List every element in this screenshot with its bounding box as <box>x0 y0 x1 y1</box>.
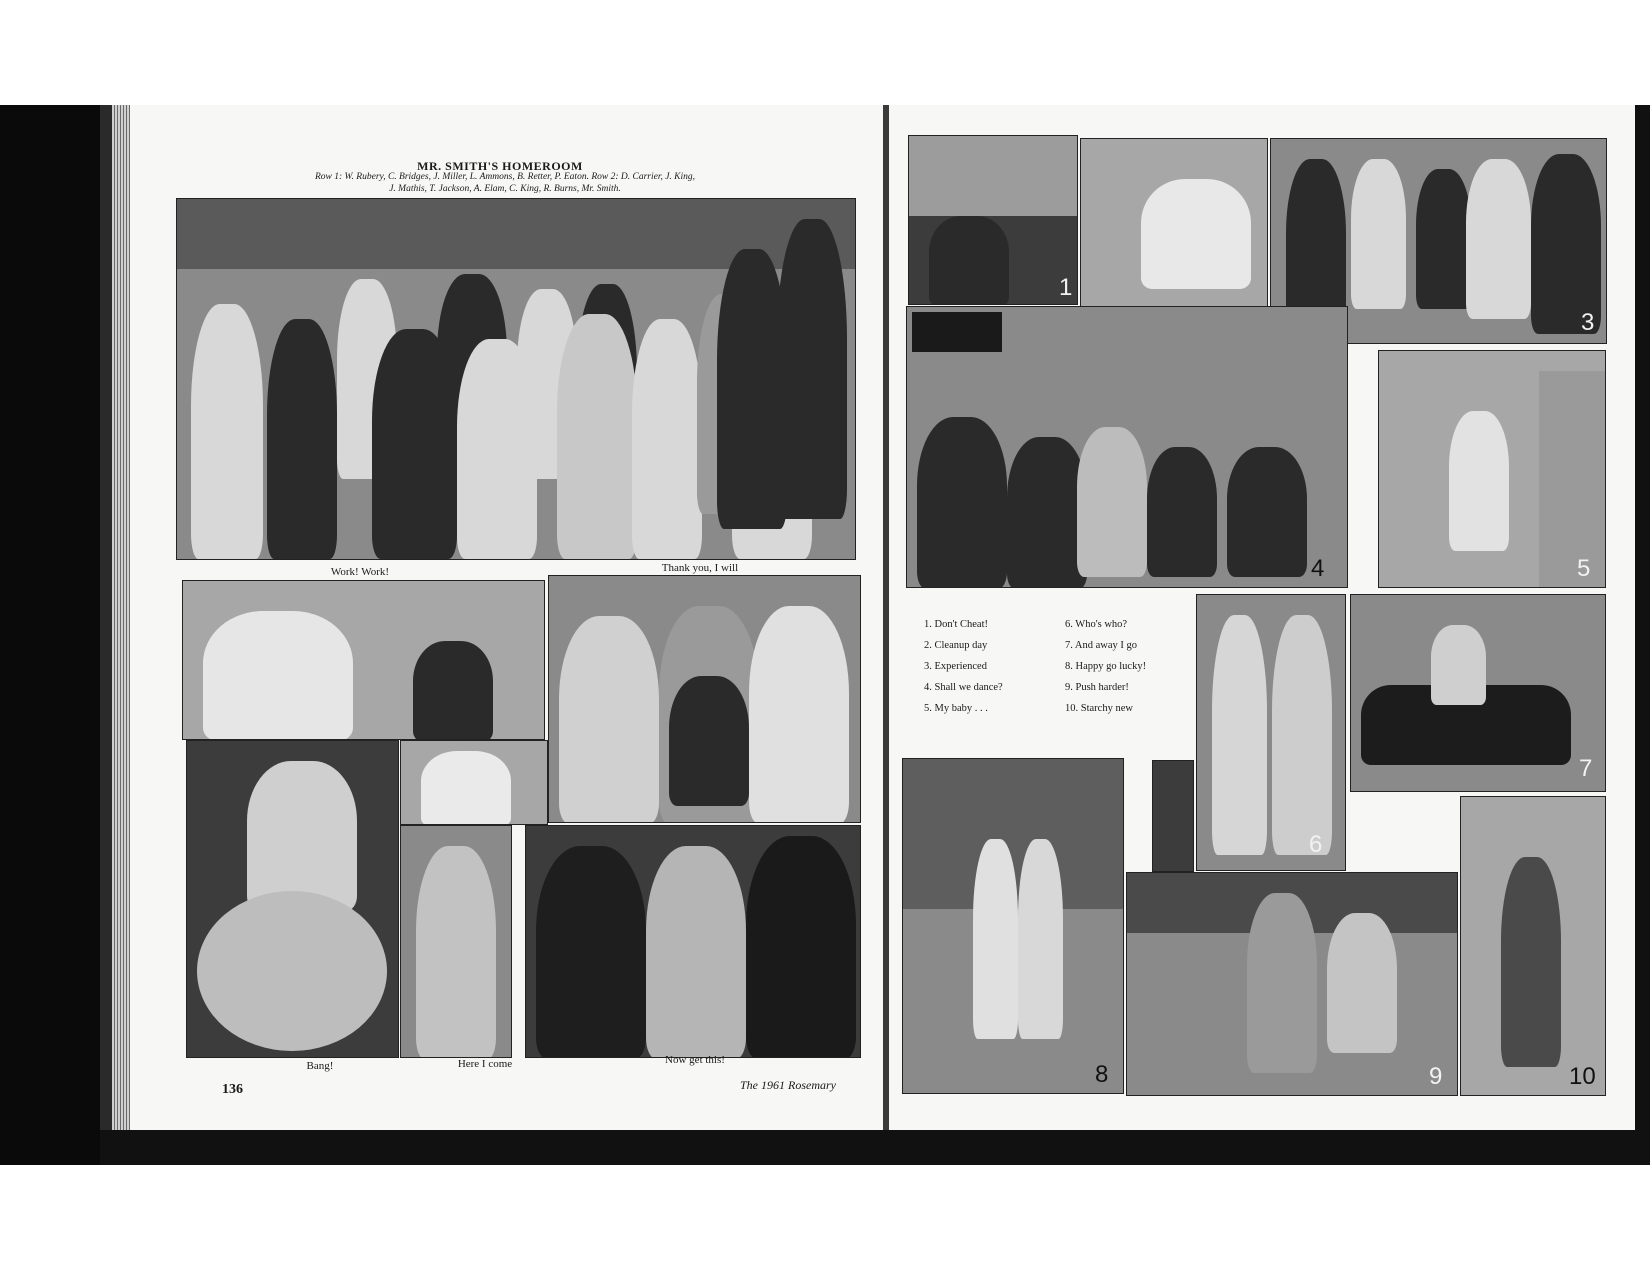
here-i-come-photo <box>400 825 512 1058</box>
roster-line-1: Row 1: W. Rubery, C. Bridges, J. Miller, L. Ammons, B. Retter, P. Eaton. Row 2: D. Carrier, J. King, <box>314 172 696 182</box>
work-work-photo <box>182 580 545 740</box>
caption-bang: Bang! <box>306 1060 334 1072</box>
legend-item-8: 8. Happy go lucky! <box>1065 661 1147 672</box>
photo-6-whos-who <box>1196 594 1346 871</box>
homeroom-group-photo <box>176 198 856 560</box>
photo-3-number: 3 <box>1581 309 1595 336</box>
photo-10-number: 10 <box>1569 1063 1596 1090</box>
legend-item-9: 9. Push harder! <box>1065 682 1129 693</box>
roster-line-2: J. Mathis, T. Jackson, A. Elam, C. King, R. Burns, Mr. Smith. <box>389 184 621 194</box>
photo-8-number: 8 <box>1095 1061 1109 1088</box>
photo-5-my-baby <box>1378 350 1606 588</box>
page-number: 136 <box>222 1082 243 1097</box>
book-binding <box>0 105 100 1165</box>
yearbook-footer: The 1961 Rosemary <box>740 1078 836 1092</box>
legend-item-7: 7. And away I go <box>1065 640 1138 651</box>
old-master-apron-photo <box>400 740 548 825</box>
page-gutter <box>883 105 889 1130</box>
photo-1-dont-cheat <box>908 135 1078 305</box>
homeroom-heading: MR. SMITH'S HOMEROOM <box>417 159 583 173</box>
caption-now-get-this: Now get this! <box>665 1054 725 1066</box>
page-edge <box>1635 105 1650 1165</box>
photo-9-number: 9 <box>1429 1063 1443 1090</box>
legend-item-3: 3. Experienced <box>924 661 987 672</box>
page-stack-edges <box>112 105 130 1130</box>
legend-item-1: 1. Don't Cheat! <box>924 619 989 630</box>
photo-8-happy-go-lucky <box>902 758 1124 1094</box>
photo-legend-left <box>924 614 1054 719</box>
scan-shadow <box>100 1130 1650 1165</box>
photo-5-number: 5 <box>1577 555 1591 582</box>
legend-item-10: 10. Starchy new <box>1065 703 1133 714</box>
thank-you-photo <box>548 575 861 823</box>
legend-item-4: 4. Shall we dance? <box>924 682 1003 693</box>
caption-here-i-come: Here I come <box>457 1058 513 1070</box>
caption-work-work: Work! Work! <box>330 566 390 578</box>
legend-item-2: 2. Cleanup day <box>924 640 988 651</box>
photo-legend-right <box>1065 614 1195 719</box>
photo-7-number: 7 <box>1579 755 1593 782</box>
photo-4-shall-we-dance <box>906 306 1348 588</box>
now-get-this-photo <box>525 825 861 1058</box>
photo-7-and-away-i-go <box>1350 594 1606 792</box>
caption-thank-you: Thank you, I will <box>661 562 739 574</box>
photo-9-push-harder <box>1126 872 1458 1096</box>
photo-4-number: 4 <box>1311 555 1325 582</box>
photo-10-starchy-new <box>1460 796 1606 1096</box>
legend-item-5: 5. My baby . . . <box>924 703 988 714</box>
tree-photo <box>1152 760 1194 872</box>
photo-1-number: 1 <box>1059 274 1073 301</box>
legend-item-6: 6. Who's who? <box>1065 619 1128 630</box>
photo-6-number: 6 <box>1309 831 1323 858</box>
bang-photo <box>186 740 399 1058</box>
